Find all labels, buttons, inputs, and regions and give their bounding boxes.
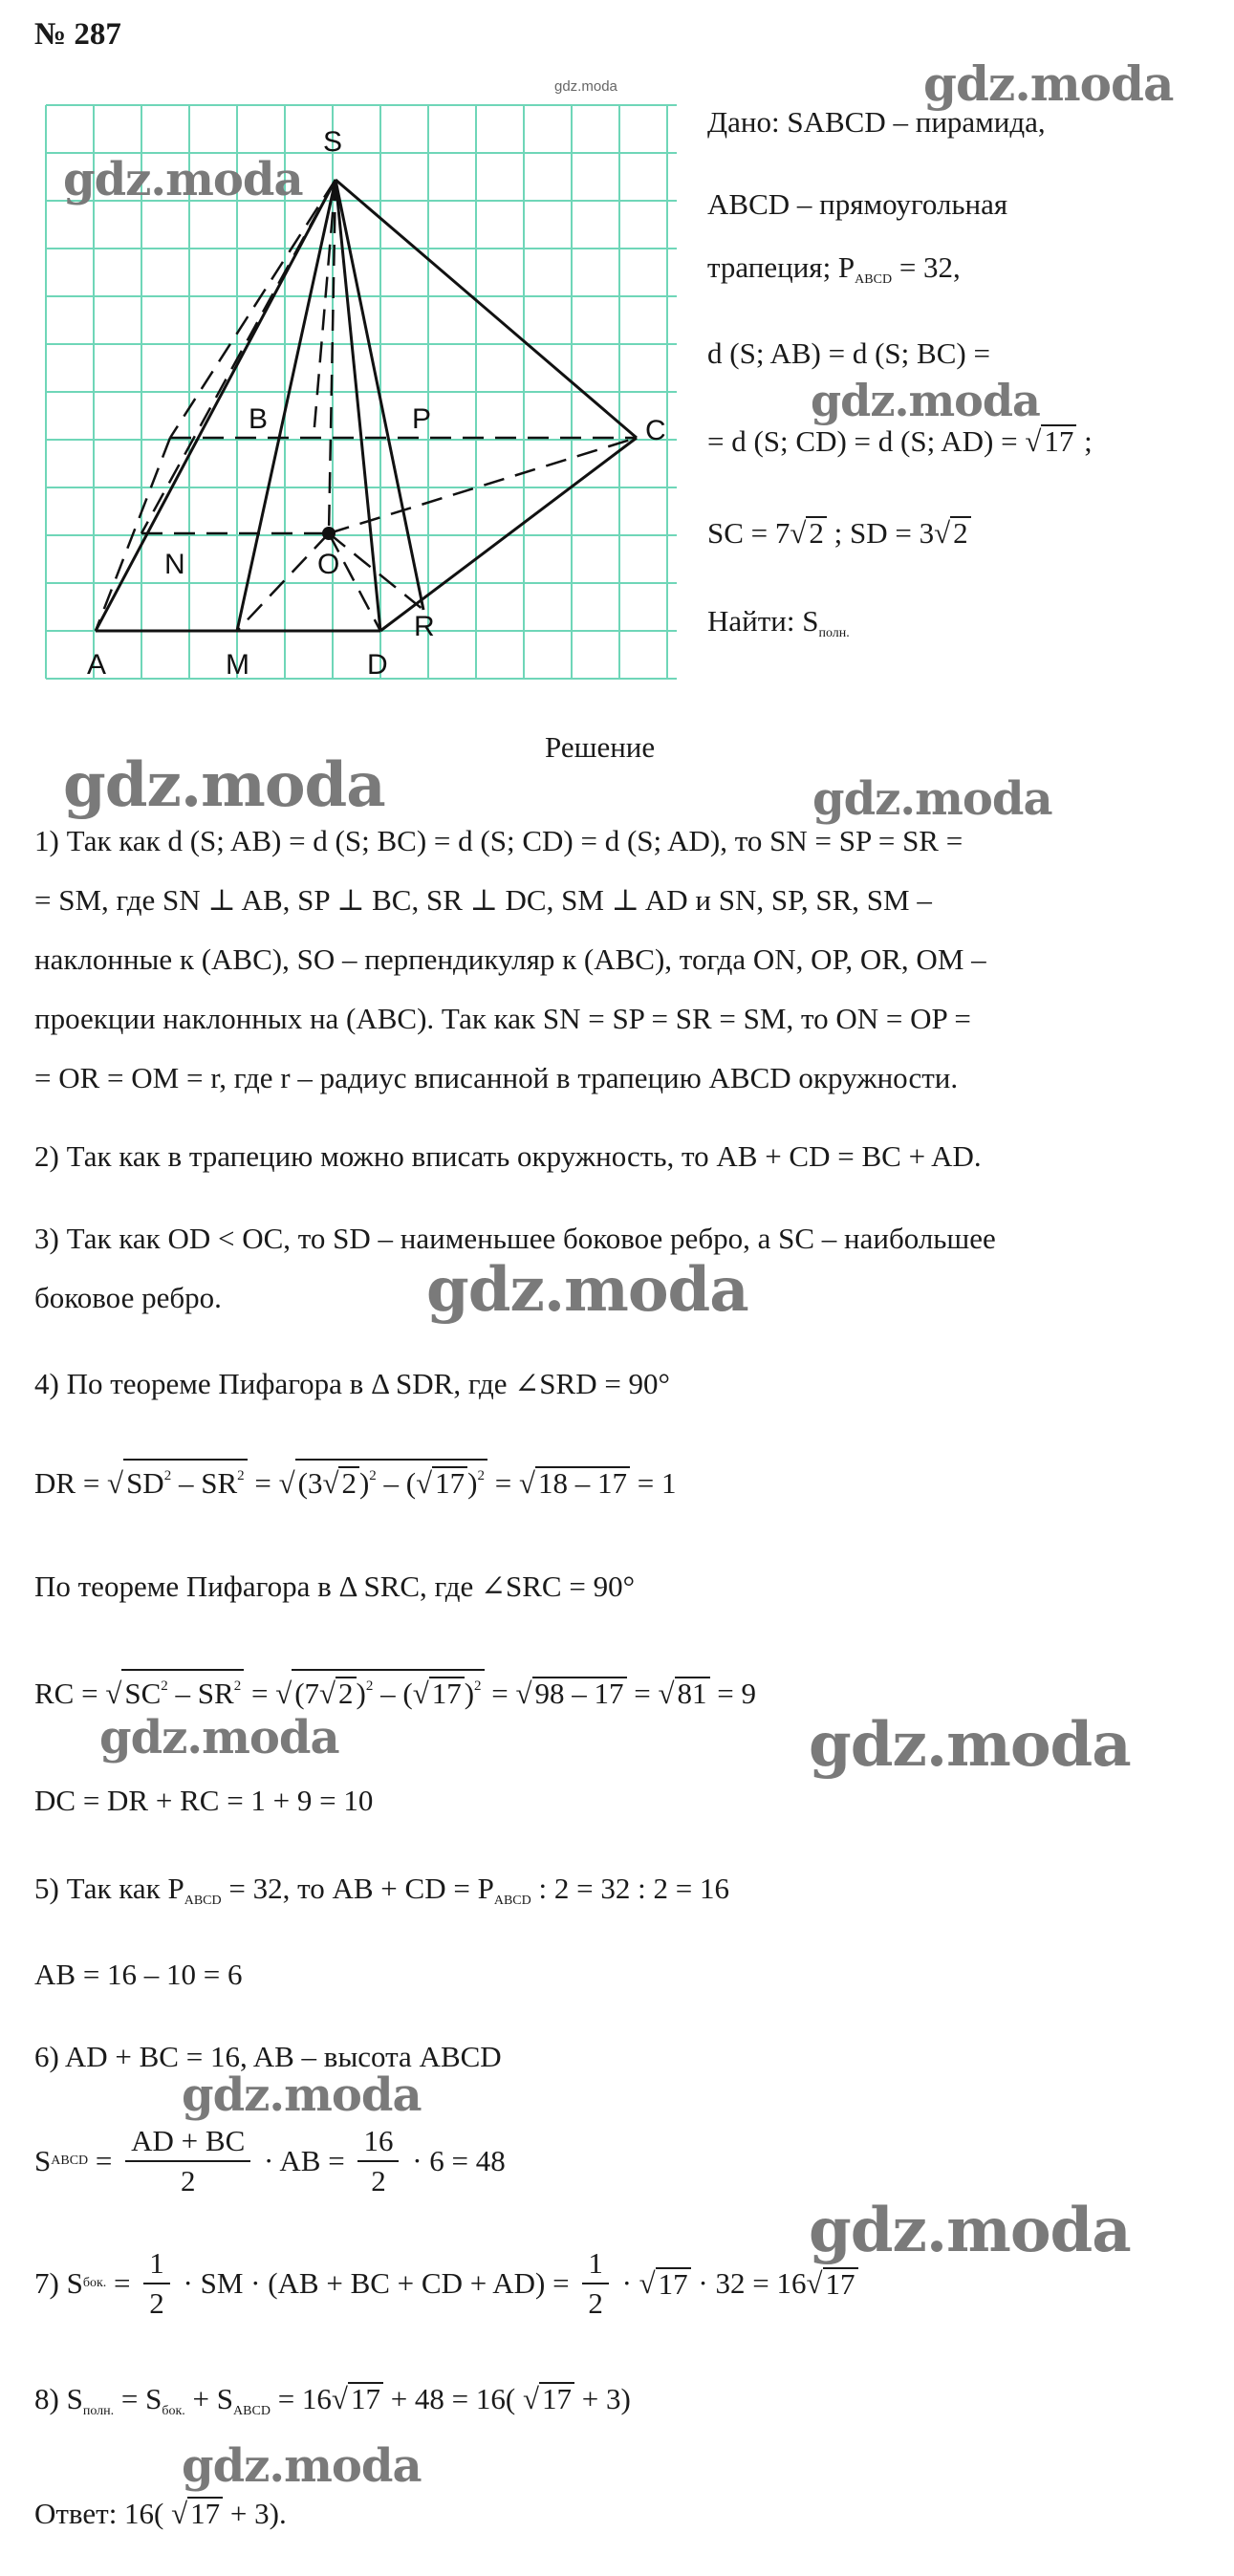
step1-line-3: наклонные к (ABC), SO – перпендикуляр к (ABC), тогда ON, OP, OR, OM – [34, 942, 986, 976]
given-line-1: Дано: SABCD – пирамида, [707, 105, 1046, 139]
edge-SD [336, 180, 380, 631]
given-line-6: SC = 7√2 ; SD = 3√2 [707, 514, 971, 552]
step1-line-1: 1) Так как d (S; AB) = d (S; BC) = d (S; CD) = d (S; AD), то SN = SP = SR = [34, 824, 963, 857]
answer: Ответ: 16( √17 + 3). [34, 2497, 287, 2530]
watermark: gdz.moda [809, 1709, 1131, 1781]
given-line-3: трапеция; $P_{ABCD} = 32$, [707, 250, 961, 287]
point-O [322, 527, 336, 540]
watermark: gdz.moda [63, 153, 303, 206]
given-line-7: Найти: $S_{полн.}$ [707, 604, 850, 640]
step1-line-4: проекции наклонных на (ABC). Так как SN = SP = SR = SM, то ON = OP = [34, 1002, 971, 1035]
edge-SB [170, 180, 336, 438]
label-O: O [317, 549, 340, 580]
formula-dc: DC = DR + RC = 1 + 9 = 10 [34, 1784, 374, 1817]
solution-heading: Решение [545, 730, 656, 764]
watermark: gdz.moda [923, 55, 1174, 112]
step5: 5) Так как $P_{ABCD} = 32$, то AB + CD = $P_{ABCD}$ : 2 = 32 : 2 = 16 [34, 1872, 729, 1908]
label-M: M [226, 649, 249, 681]
given-line-2: ABCD – прямоугольная [707, 187, 1008, 221]
step6: 6) AD + BC = 16, AB – высота ABCD [34, 2040, 502, 2073]
label-P: P [412, 403, 432, 435]
label-S: S [323, 126, 343, 158]
watermark: gdz.moda [811, 375, 1040, 426]
formula-sside: 7) S бок. = $\frac{1}{2}$ · SM · (AB + BC + CD + AD) = $\frac{1}{2}$ · √ 17 · 32 = 16 √ 17 [34, 2244, 858, 2323]
step4-heading: 4) По теореме Пифагора в Δ SDR, где ∠SRD = 90° [34, 1367, 670, 1400]
label-A: A [87, 649, 107, 681]
watermark: gdz.moda [99, 1711, 339, 1764]
label-D: D [367, 649, 388, 681]
label-N: N [164, 549, 185, 580]
step3-line-2: боковое ребро. [34, 1281, 222, 1314]
label-C: C [645, 415, 666, 446]
label-R: R [414, 611, 435, 642]
seg-OC [329, 438, 637, 533]
given-line-4: d (S; AB) = d (S; BC) = [707, 336, 990, 370]
watermark: gdz.moda [426, 1254, 748, 1326]
src-heading: По теореме Пифагора в Δ SRC, где ∠SRC = 90° [34, 1569, 635, 1603]
watermark: gdz.moda [812, 772, 1052, 826]
watermark: gdz.moda [63, 749, 385, 821]
label-B: B [249, 403, 269, 435]
step1-line-5: = OR = OM = r, где r – радиус вписанной в трапецию ABCD окружности. [34, 1061, 959, 1094]
step2: 2) Так как в трапецию можно вписать окружность, то AB + CD = BC + AD. [34, 1139, 982, 1173]
formula-sabcd: S ABCD = $\frac{AD + BC}{2}$ · AB = $\frac{16}{2}$ · 6 = 48 [34, 2124, 506, 2197]
formula-rc: RC = $√SC^2 - SR^2 = √(7√2)^2 - (√17)^2 = √98 - 17 = √81 = 9$ [34, 1669, 756, 1713]
watermark: gdz.moda [182, 2068, 422, 2122]
watermark: gdz.moda [182, 2439, 422, 2493]
formula-dr: DR = $√SD^2 - SR^2 = √(3√2)^2 - (√17)^2 = √18 - 17 = 1$ [34, 1459, 676, 1503]
step3-line-1: 3) Так как OD < OC, то SD – наименьшее боковое ребро, а SC – наибольшее [34, 1222, 996, 1255]
given-line-5: = d (S; CD) = d (S; AD) = √17 ; [707, 424, 1093, 458]
watermark-small: gdz.moda [554, 78, 617, 95]
watermark: gdz.moda [809, 2195, 1131, 2266]
formula-sfull: 8) $S_{полн.} = S_{бок.} + S_{ABCD} = 16√17 + 48 = 16$( √17 + 3) [34, 2382, 631, 2418]
formula-ab: AB = 16 – 10 = 6 [34, 1958, 243, 1991]
problem-number: № 287 [34, 17, 121, 52]
step1-line-2: = SM, где SN ⊥ AB, SP ⊥ BC, SR ⊥ DC, SM ⊥ AD и SN, SP, SR, SM – [34, 883, 932, 917]
